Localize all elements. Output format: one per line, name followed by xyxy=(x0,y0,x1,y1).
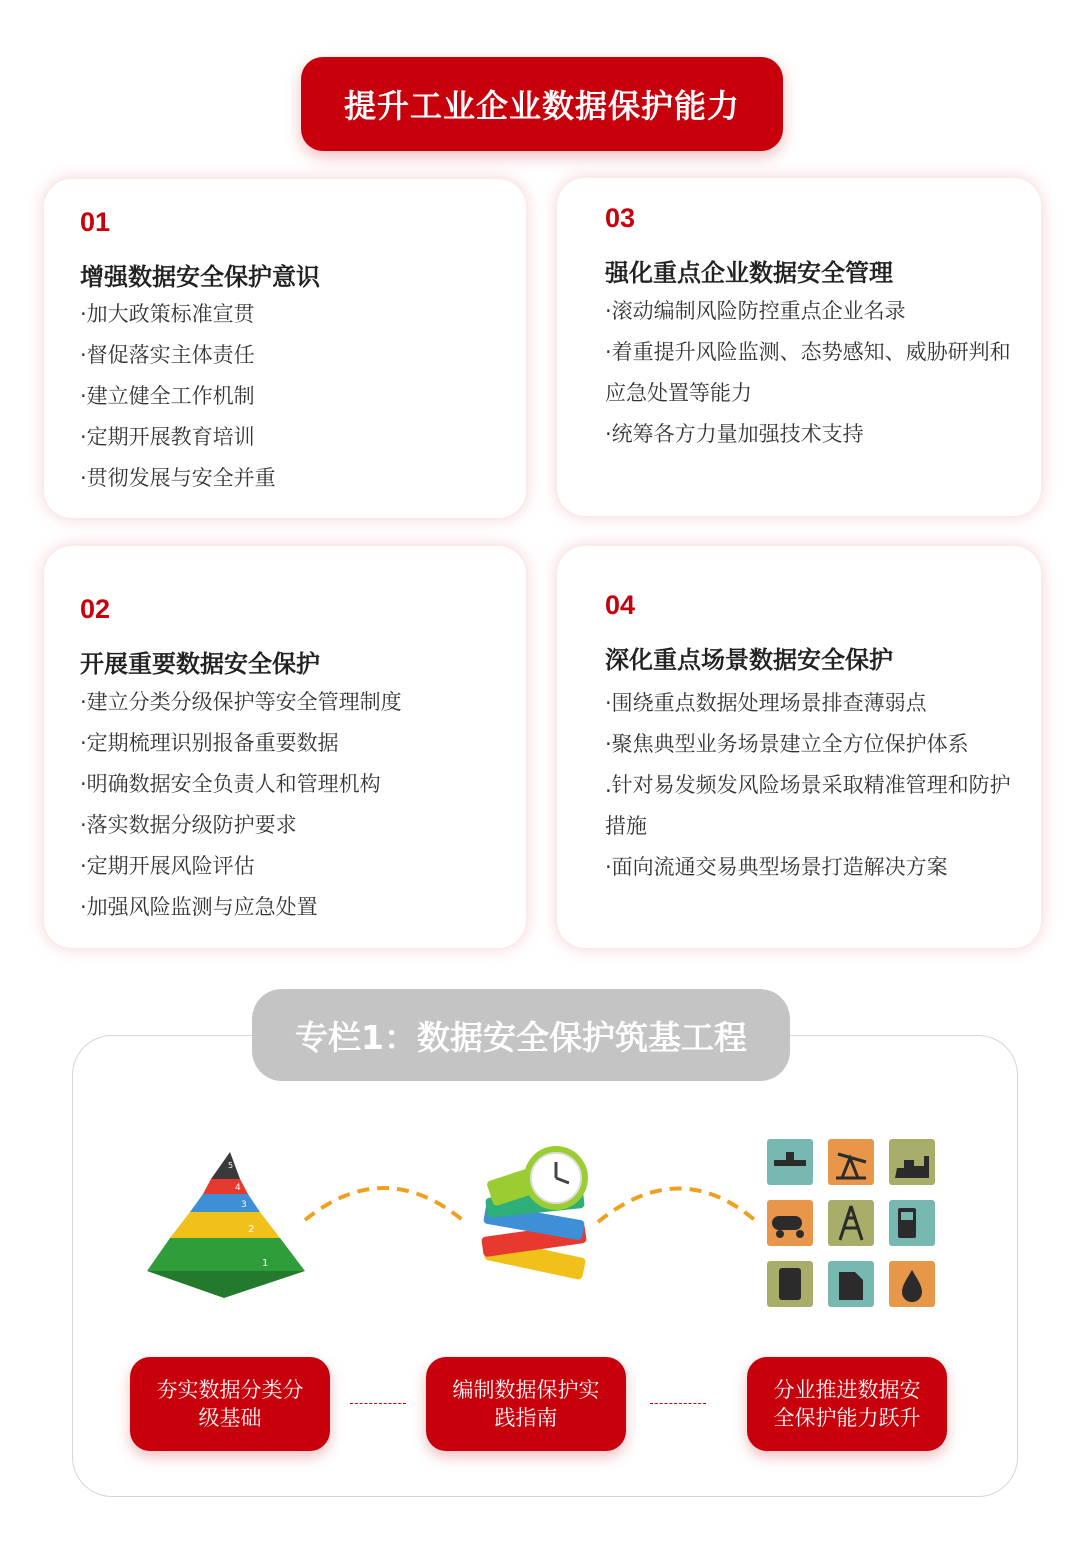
main-title-banner xyxy=(301,57,783,151)
card-heading: 强化重点企业数据安全管理 xyxy=(605,259,893,287)
list-item: ·围绕重点数据处理场景排查薄弱点 xyxy=(605,691,927,715)
section-title: 专栏1：数据安全保护筑基工程 xyxy=(295,1017,747,1057)
step-connector xyxy=(350,1403,406,1404)
card-01 xyxy=(44,179,526,518)
step-label: 编制数据保护实践指南 xyxy=(452,1378,600,1430)
step-label: 夯实数据分类分级基础 xyxy=(156,1378,304,1430)
card-number: 04 xyxy=(605,590,636,620)
list-item: ·加大政策标准宣贯 xyxy=(80,302,255,326)
list-item: ·聚焦典型业务场景建立全方位保护体系 xyxy=(605,732,969,756)
step-connector xyxy=(650,1403,706,1404)
card-heading: 深化重点场景数据安全保护 xyxy=(605,646,893,674)
step-button-2 xyxy=(426,1357,626,1451)
card-03 xyxy=(557,178,1041,516)
list-item: ·定期开展风险评估 xyxy=(80,854,255,878)
icon-grid xyxy=(767,1139,935,1307)
list-item: ·定期梳理识别报备重要数据 xyxy=(80,731,339,755)
section-title-banner xyxy=(252,989,790,1081)
illustration-row xyxy=(0,1130,1080,1330)
card-list xyxy=(605,683,1017,888)
list-item: ·贯彻发展与安全并重 xyxy=(80,466,276,490)
pyramid-level-label: 5 xyxy=(228,1161,234,1170)
list-item: .针对易发频发风险场景采取精准管理和防护措施 xyxy=(605,773,1011,838)
card-list xyxy=(605,291,1017,455)
card-list xyxy=(80,682,510,928)
pyramid-icon xyxy=(147,1152,305,1298)
step-label: 分业推进数据安全保护能力跃升 xyxy=(773,1378,921,1430)
list-item: ·滚动编制风险防控重点企业名录 xyxy=(605,299,906,323)
list-item: ·建立分类分级保护等安全管理制度 xyxy=(80,690,402,714)
card-02 xyxy=(44,546,526,948)
card-number: 02 xyxy=(80,594,111,624)
card-04 xyxy=(557,546,1041,948)
dashed-arc-right xyxy=(598,1189,757,1223)
list-item: ·统筹各方力量加强技术支持 xyxy=(605,422,864,446)
card-heading: 增强数据安全保护意识 xyxy=(80,263,320,291)
list-item: ·定期开展教育培训 xyxy=(80,425,255,449)
pyramid-level-label: 2 xyxy=(248,1224,255,1235)
pyramid-level-label: 3 xyxy=(241,1200,247,1210)
card-heading: 开展重要数据安全保护 xyxy=(80,650,320,678)
card-number: 01 xyxy=(80,207,111,237)
list-item: ·着重提升风险监测、态势感知、威胁研判和应急处置等能力 xyxy=(605,340,1011,405)
dashed-arc-left xyxy=(305,1188,465,1222)
list-item: ·建立健全工作机制 xyxy=(80,384,255,408)
card-list xyxy=(80,294,500,499)
main-title: 提升工业企业数据保护能力 xyxy=(343,87,740,125)
card-number: 03 xyxy=(605,203,636,233)
step-button-3 xyxy=(747,1357,947,1451)
pyramid-level-label: 1 xyxy=(262,1258,269,1269)
list-item: ·面向流通交易典型场景打造解决方案 xyxy=(605,855,948,879)
list-item: ·明确数据安全负责人和管理机构 xyxy=(80,772,381,796)
pyramid-level-label: 4 xyxy=(235,1183,241,1193)
step-button-1 xyxy=(130,1357,330,1451)
list-item: ·加强风险监测与应急处置 xyxy=(80,895,318,919)
list-item: ·督促落实主体责任 xyxy=(80,343,255,367)
list-item: ·落实数据分级防护要求 xyxy=(80,813,297,837)
books-clock-icon xyxy=(481,1146,588,1280)
